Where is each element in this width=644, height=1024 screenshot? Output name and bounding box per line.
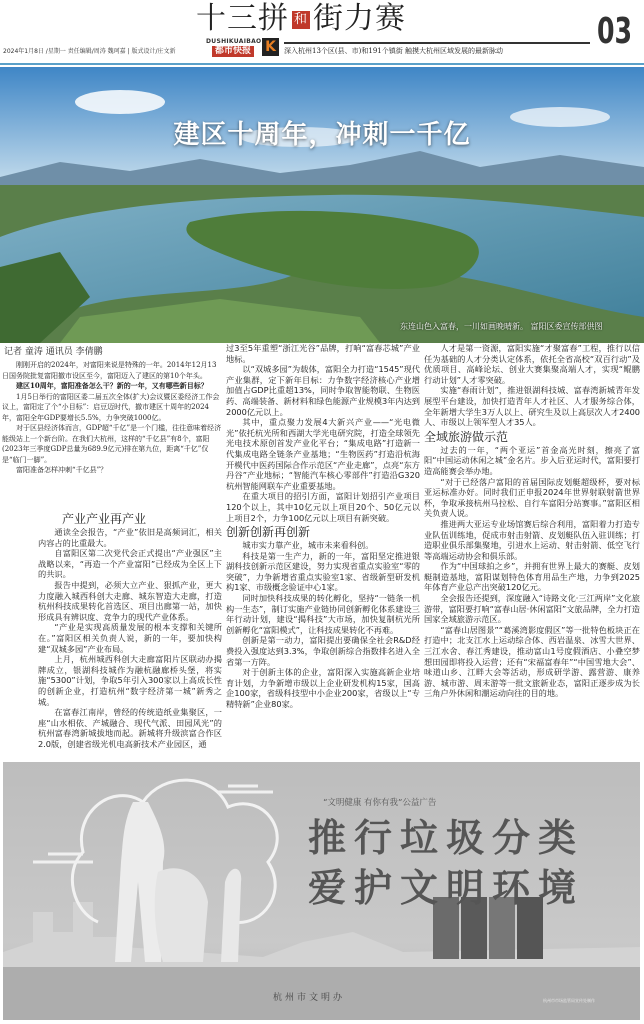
paragraph: 以“双城多园”为载体，富阳全力打造“1545”现代产业集群，定下新年目标：力争数字经济核心产业增加值占GDP比重超13%，同时争取智能物联、生物医药、高端装备、新材料和绿色能源产业规模3年内达到2000亿元以上。: [226, 364, 420, 417]
dateline: 2024年1月8日 /星期一 责任编辑/周涛 魏珂嘉 | 版式设计/庄文新: [3, 48, 176, 55]
hero-photo: [0, 67, 644, 343]
section-slogan: 深入杭州13个区(县、市)和191个镇街 触摸大杭州区域发展的最新脉动: [284, 47, 503, 55]
paragraph: “产业是实现高质量发展的根本支撑和关键所在。”富阳区相关负责人说，新的一年，要加快构建“双城多园”产业布局。: [38, 622, 222, 654]
headline: 建区十周年，冲刺一千亿: [173, 120, 471, 150]
paragraph: 其中，重点聚力发展4大新兴产业——“光电微光”依托杭光所和西湖大学光电研究院，打造全球领先光电技术原创首发产业化平台；“集成电路”打造新一代集成电路全链条产业基地；“生物医药”打造沿杭海开模代中医药国际合作示范区“产业走廊”，点亮“东方丹谷”产业地标；“智能汽车核心零部件”打造沿G320杭州智能网联车产业重要基地。: [226, 417, 420, 491]
title-part: 十三拼: [196, 1, 289, 36]
paragraph: 科技是第一生产力，新的一年，富阳坚定推进银湖科技创新示范区建设，努力实现省重点实验室“零的突破”，力争新增省重点实验室1家、省级新型研发机构1家、市级概念验证中心1家。: [226, 550, 420, 593]
paragraph: 城市实力靠产业，城市未来看科创。: [242, 540, 374, 551]
ad-slogan-line-1: 推行垃圾分类: [308, 816, 585, 860]
paragraph: 通读全会报告，“产业”依旧是高频词汇，相关内容占的比重最大。: [38, 527, 222, 548]
brand-logo-en: DUSHIKUAIBAO: [206, 38, 262, 45]
divider: [284, 42, 590, 44]
paragraph: 过3至5年重塑“浙江光谷”品牌，打响“富春芯城”产业地标。: [226, 343, 420, 364]
ad-sponsor: 杭州市文明办: [273, 993, 346, 1003]
paragraph: 人才是第一资源，富阳实施“才聚富春”工程，推行以信任为基础的人才分类认定体系，依托全省高校“双百行动”及优质项目、高峰论坛、创业大赛集聚高端人才，实现“鲲鹏行动计划”人才零突破。: [424, 343, 640, 385]
ad-tagline: “文明健康 有你有我”公益广告: [323, 798, 437, 808]
paragraph: 富阳准备怎样冲刺“千亿县”？: [16, 466, 108, 474]
paragraph: 对于区县经济体而言，GDP超“千亿”是一个门槛，往往意味着经济能级站上一个新台阶。在我们大杭州，这样的“千亿县”有8个，富阳(2023年三季度GDP总量为689.9亿元)排在第九位，距离“千亿”仅是“临门一脚”。: [2, 424, 222, 464]
paragraph: 作为“中国球拍之乡”，并拥有世界上最大的赛艇、皮划艇制造基地，富阳谋划特色体育用品生产地，力争到2025年体育产业总产出突破120亿元。: [424, 561, 640, 593]
public-service-ad: [3, 762, 640, 1020]
paragraph: 报告中提到，必须大立产业、狠抓产业，更大力度融入城西科创大走廊、城东智造大走廊，打造杭州科技成果转化首选区、项目出廊第一站，加快形成具有辨识度、竞争力的现代产业体系。: [38, 579, 222, 622]
article-column-2: [226, 343, 420, 710]
paragraph: 实施“春雨计划”，推进银湖科技城、富春湾新城青年发展型平台建设，加快打造青年人才社区、人才服务综合体，全年新增大学生3万人以上、研究生及以上高层次人才2400人、市级以上领军型人才35人。: [424, 385, 640, 428]
paragraph: 1月5日举行的富阳区委二届五次全体(扩大)会议暨区委经济工作会议上，富阳定了个“小目标”：启豆迈时代，撤市建区十周年的2024年，富阳全年GDP要增长5.5%，力争突破1000亿。: [2, 392, 220, 422]
ad-fineprint: 杭州市市场监管局宣传处制作: [543, 998, 595, 1003]
brand-k-icon: K: [262, 38, 279, 56]
paragraph: “对于已经落户富阳的首届国际皮划艇超级杯，要对标亚运标准办好。同时我们正申报2024年世界射联射箭世界杯，争取承接杭州马拉松、自行车富阳分站赛事。”富阳区相关负责人说。: [424, 476, 640, 519]
title-part: 街力赛: [313, 1, 407, 36]
paragraph: 上月，杭州城西科创大走廊富阳片区联动办揭牌成立，银湖科技城作为融杭融廊桥头堡，将实施“5300”计划，争取5年引入300家以上高成长性的创新企业，打造杭州“数字经济第一城”新秀之城。: [38, 654, 222, 707]
byline: 记者 童涛 通讯员 李倩鹏: [4, 347, 103, 357]
paragraph: 自富阳区第二次党代会正式提出“产业强区”主战略以来，“再造一个产业富阳”已经成为全区上下的共识。: [38, 548, 222, 580]
brand-logo: 都市快报: [212, 46, 254, 57]
paragraph: 全会报告还提到，深度融入“诗路文化·三江两岸”文化旅游带，富阳要打响“富春山居·休闲富阳”文旅品牌，全力打造国家全域旅游示范区。: [424, 593, 640, 625]
paragraph: 过去的一年，“两个亚运”首金高光时刻，擦亮了富阳“中国运动休闲之城”金名片。步入后亚运时代，富阳要打造高能赛会举办地。: [424, 444, 640, 476]
subheading: 创新创新再创新: [226, 525, 311, 540]
masthead-title: [196, 2, 406, 36]
paragraph: 推进两大亚运专业场馆赛后综合利用，富阳着力打造专业队伍训练地，促成市射击射箭、皮划艇队伍入驻训练；打造职业俱乐部集聚地，引进水上运动、射击射箭、低空飞行等高端运动协会和俱乐部。: [424, 518, 640, 561]
paragraph: 在重大项目的招引方面，富阳计划招引产业项目120个以上，其中10亿元以上项目20个、50亿元以上项目2个，力争100亿元以上项目有新突破。: [226, 491, 420, 523]
subheading: 产业产业再产业: [62, 512, 147, 526]
title-badge: 和: [294, 12, 309, 27]
article-column-3: [424, 343, 640, 699]
page-number: 03: [597, 11, 633, 52]
ad-slogan-line-2: 爱护文明环境: [308, 866, 585, 910]
divider: [0, 63, 644, 65]
subheading: 全域旅游做示范: [424, 429, 509, 444]
paragraph: 建区10周年，富阳准备怎么干？新的一年，又有哪些新目标？: [16, 381, 208, 390]
paragraph: 对于创新主体的企业，富阳深入实施高新企业培育计划，力争新增市级以上企业研发机构15家，国高企100家，省级科技型中小企业200家，省级以上“专精特新”企业80家。: [226, 667, 420, 709]
article-column-1: [38, 510, 222, 749]
paragraph: “富春山居图景”“葛溪湾影度假区”等一批特色板块正在打造中；北支江水上运动综合体、西岩温泉、冰雪大世界、三江水舍、春江秀建设，推动富山1号度假酒店、小叠空梦想田园即将投入运营；还有“宋福富春年”“中国雪地大会”、味道山乡、江畔大会等活动，形成研学游、露营游、康养游、城市游、周末游等一批文旅新业态，富阳正逐步成为长三角户外休闲和潮运动向往的目的地。: [424, 624, 640, 699]
article-intro: [2, 360, 222, 476]
paragraph: 创新是第一动力，富阳提出要确保全社会R&D经费投入强度达到3.3%，争取创新综合指数排名进入全省第一方阵。: [226, 635, 420, 667]
photo-caption: 东连山色入富春，一川如画晚晴新。 富阳区委宣传部供图: [400, 322, 603, 331]
paragraph: 在富春江南岸，曾经的传统造纸业集聚区，一座“山水相依、产城融合、现代气派、田园风光”的杭州富春湾新城拔地而起。新城将升级滨富合作区2.0版，创建省级光机电高新技术产业园区，通: [38, 707, 222, 749]
paragraph: 同时加快科技成果的转化孵化，坚持“一链条一机构一生态”，制订实施产业链协同创新孵化体系建设三年行动计划，建设“揭科技”大市场，加快复制杭光所创新孵化“富阳模式”，让科技成果转化不再难。: [226, 593, 420, 635]
paragraph: 刚刚开启的2024年，对富阳来说是特殊的一年。2014年12月13日国务院批复富阳撤市设区至今，富阳迈入了建区的第10个年头。: [2, 361, 217, 380]
